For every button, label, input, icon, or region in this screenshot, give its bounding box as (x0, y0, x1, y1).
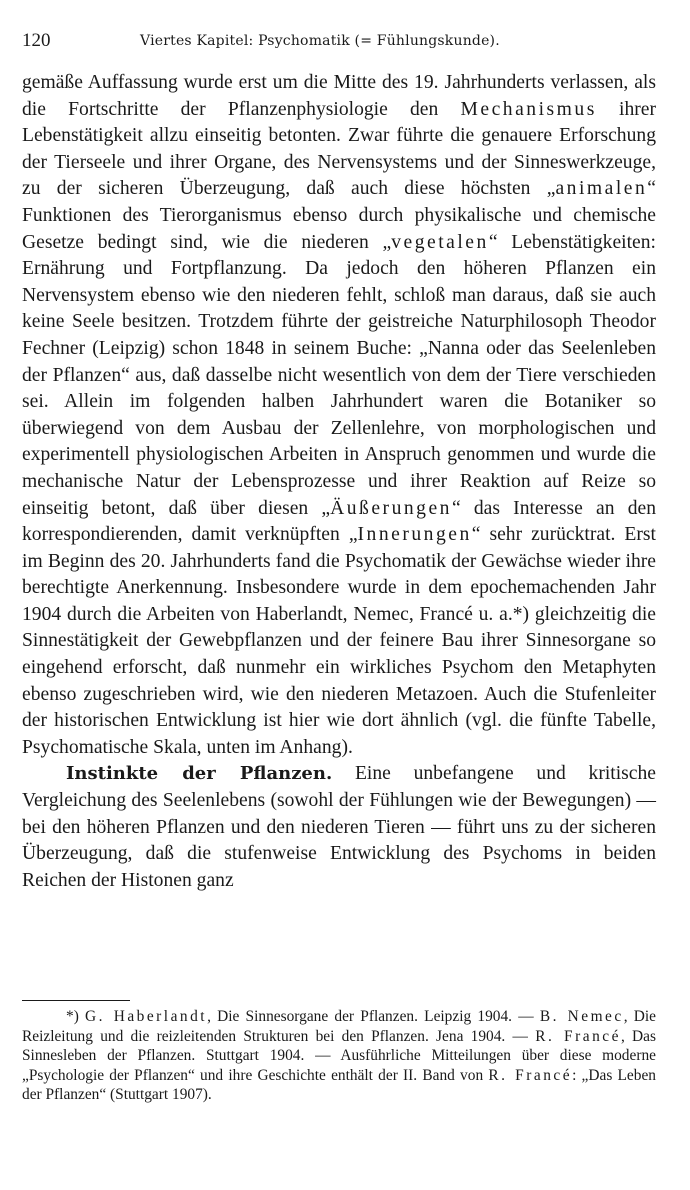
footnote-author: B. Nemec (539, 1008, 624, 1025)
text-run: , Die Sinnesorgane der Pflanzen. Leipzig 1904. — (207, 1008, 540, 1025)
footnote-divider (22, 1000, 130, 1001)
text-run: , Das Sinnesleben der Pflanzen. Stuttgart 1904. — Ausführliche Mitteilungen über diese moderne „Psychologie der Pflanzen“ und ihre Geschichte enthält der II. Band von (22, 1027, 656, 1084)
paragraph (22, 761, 656, 894)
emphasis-spaced: Innerungen (357, 524, 472, 546)
footnote-marker: *) (66, 1008, 86, 1025)
emphasis-spaced: vegetalen (391, 231, 489, 253)
running-header (22, 30, 662, 54)
section-heading: Instinkte der Pflanzen. (66, 763, 333, 785)
text-run: ihrer Lebenstätigkeit allzu einseitig betonten. Zwar führte die genauere Erforschung der Tierseele und ihrer Organe, des Nervensystems und der Sinneswerkzeuge, zu der sicheren Überzeugung, daß auch diese höchsten „ (22, 98, 656, 200)
footnotes (22, 1007, 656, 1105)
text-run: “ Lebenstätigkeiten: Ernährung und Fortpflanzung. Da jedoch den höheren Pflanzen ein Nervensystem ebenso wie den niederen fehlt, schloß man daraus, daß sie auch keine Seele besitzen. Trotzdem führte der geistreiche Naturphilosoph Theodor Fechner (Leipzig) schon 1848 in seinem Buche: „Nanna oder das Seelenleben der Pflanzen“ aus, daß dasselbe nicht wesentlich von dem der Tiere verschieden sei. Allein im folgenden halben Jahrhundert waren die Botaniker so überwiegend von dem Ausbau der Zellenlehre, von morphologischen und experimentell physiologischen Arbeiten in Anspruch genommen und wurde die mechanische Natur der Lebensprozesse und ihrer Reaktion auf Reize so einseitig betont, daß über diesen „ (22, 231, 656, 519)
chapter-title: Viertes Kapitel: Psychomatik (= Fühlungskunde). (140, 33, 500, 49)
footnote-author: G. Haberlandt (85, 1008, 208, 1025)
text-run: “ das Interesse an den korrespondierenden, damit verknüpften „ (22, 497, 656, 546)
emphasis-spaced: animalen (555, 178, 648, 200)
text-run: “ sehr zurücktrat. Erst im Beginn des 20. Jahrhunderts fand die Psychomatik der Gewächse wieder ihre berechtigte Anerkennung. Insbesondere wurde in dem epochemachenden Jahr 1904 durch die Arbeiten von Haberlandt, Nemec, Francé u. a.*) gleichzeitig die Sinnestätigkeit der Gewebpflanzen und der feinere Bau ihrer Sinnesorgane so eingehend erforscht, daß nunmehr ein wirkliches Psychom den Metaphyten ebenso zugeschrieben wird, wie den niederen Metazoen. Auch die Stufenleiter der historischen Entwicklung ist hier wie dort ähnlich (vgl. die fünfte Tabelle, Psychomatische Skala, unten im Anhang). (22, 524, 656, 758)
text-run: : „Das Leben der Pflanzen“ (Stuttgart 1907). (22, 1066, 656, 1104)
footnote-author: R. Francé (535, 1027, 621, 1045)
main-text (22, 70, 656, 894)
text-run: “ Funktionen des Tierorganismus ebenso durch physikalische und chemische Gesetze bedingt sind, wie die niederen „ (22, 178, 656, 253)
emphasis-spaced: Mechanismus (460, 98, 597, 120)
emphasis-spaced: Äußerungen (330, 497, 452, 519)
paragraph (22, 70, 656, 761)
footnote (22, 1007, 656, 1105)
text-run: Eine unbefangene und kritische Vergleichung des Seelenlebens (sowohl der Fühlungen wie der Bewegungen) — bei den höheren Pflanzen und den niederen Tieren — führt uns zu der sicheren Überzeugung, daß die stufenweise Entwicklung des Psychoms in beiden Reichen der Histonen ganz (22, 763, 656, 891)
text-run: , Die Reizleitung und die reizleitenden Strukturen bei den Pflanzen. Jena 1904. — (22, 1008, 656, 1045)
footnote-author: R. Francé (488, 1066, 573, 1084)
page-number: 120 (22, 30, 51, 51)
text-run: gemäße Auffassung wurde erst um die Mitte des 19. Jahrhunderts verlassen, als die Fortschritte der Pflanzenphysiologie den (22, 72, 656, 120)
